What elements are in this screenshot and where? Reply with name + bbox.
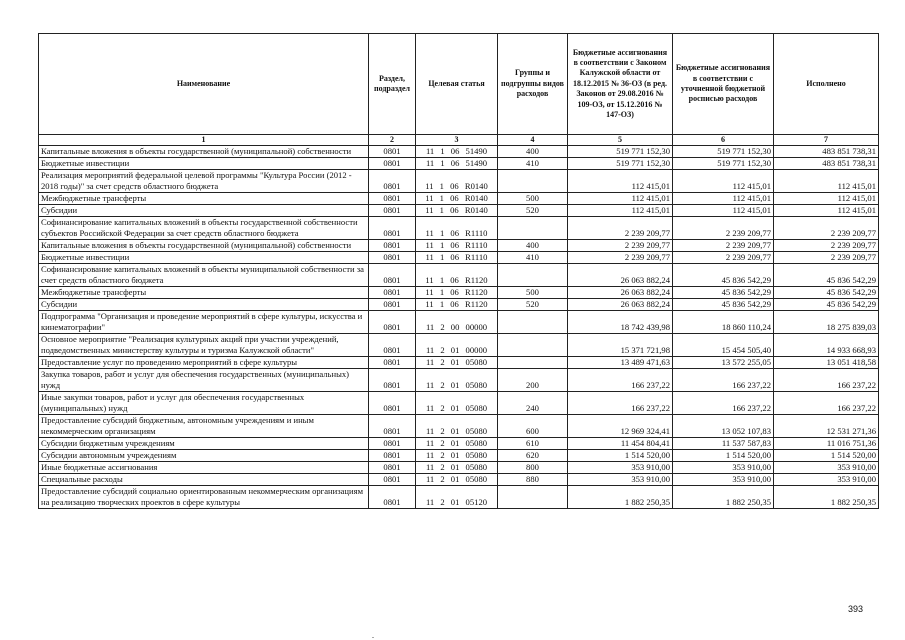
row-executed-amount: 1 882 250,35 [774, 486, 879, 509]
row-section: 0801 [369, 357, 416, 369]
row-group [498, 264, 568, 287]
row-target-code: 11 1 06 R1120 [416, 287, 498, 299]
row-law-amount: 519 771 152,30 [568, 158, 673, 170]
row-target-code: 11 2 01 05080 [416, 392, 498, 415]
row-refined-amount: 45 836 542,29 [673, 264, 774, 287]
row-refined-amount: 519 771 152,30 [673, 158, 774, 170]
column-number: 4 [498, 135, 568, 146]
row-executed-amount: 18 275 839,03 [774, 311, 879, 334]
row-executed-amount: 353 910,00 [774, 462, 879, 474]
row-name: Иные бюджетные ассигнования [39, 462, 369, 474]
row-group: 400 [498, 240, 568, 252]
row-refined-amount: 112 415,01 [673, 205, 774, 217]
row-section: 0801 [369, 415, 416, 438]
row-section: 0801 [369, 264, 416, 287]
row-executed-amount: 166 237,22 [774, 392, 879, 415]
row-law-amount: 2 239 209,77 [568, 252, 673, 264]
header-name: Наименование [39, 34, 369, 135]
row-refined-amount: 45 836 542,29 [673, 299, 774, 311]
row-section: 0801 [369, 287, 416, 299]
row-executed-amount: 45 836 542,29 [774, 264, 879, 287]
row-refined-amount: 519 771 152,30 [673, 146, 774, 158]
row-group [498, 334, 568, 357]
row-group: 400 [498, 146, 568, 158]
row-name: Софинансирование капитальных вложений в объекты государственной собственности субъектов Российской Федерации за счет средств областного бюджета [39, 217, 369, 240]
row-section: 0801 [369, 392, 416, 415]
row-law-amount: 1 882 250,35 [568, 486, 673, 509]
row-executed-amount: 112 415,01 [774, 193, 879, 205]
row-executed-amount: 2 239 209,77 [774, 217, 879, 240]
row-refined-amount: 2 239 209,77 [673, 217, 774, 240]
row-target-code: 11 2 01 05080 [416, 415, 498, 438]
row-section: 0801 [369, 486, 416, 509]
row-section: 0801 [369, 334, 416, 357]
row-target-code: 11 1 06 R1110 [416, 217, 498, 240]
row-name: Предоставление услуг по проведению мероприятий в сфере культуры [39, 357, 369, 369]
column-number: 5 [568, 135, 673, 146]
row-group: 620 [498, 450, 568, 462]
row-refined-amount: 2 239 209,77 [673, 240, 774, 252]
table-row [39, 415, 879, 438]
row-group: 240 [498, 392, 568, 415]
row-executed-amount: 2 239 209,77 [774, 240, 879, 252]
row-group [498, 170, 568, 193]
table-row [39, 450, 879, 462]
row-group: 200 [498, 369, 568, 392]
column-number-row [39, 135, 879, 146]
row-refined-amount: 11 537 587,83 [673, 438, 774, 450]
row-name: Подпрограмма "Организация и проведение мероприятий в сфере культуры, искусства и кинематографии" [39, 311, 369, 334]
row-executed-amount: 483 851 738,31 [774, 158, 879, 170]
table-row [39, 287, 879, 299]
row-target-code: 11 2 01 00000 [416, 334, 498, 357]
row-refined-amount: 45 836 542,29 [673, 287, 774, 299]
row-name: Субсидии бюджетным учреждениям [39, 438, 369, 450]
header-row [39, 34, 879, 135]
column-number: 6 [673, 135, 774, 146]
row-name: Основное мероприятие "Реализация культурных акций при участии учреждений, подведомственных министерству культуры и туризма Калужской области" [39, 334, 369, 357]
row-name: Предоставление субсидий социально ориентированным некоммерческим организациям на реализацию творческих проектов в сфере культуры [39, 486, 369, 509]
row-name: Капитальные вложения в объекты государственной (муниципальной) собственности [39, 146, 369, 158]
row-section: 0801 [369, 158, 416, 170]
header-executed: Исполнено [774, 34, 879, 135]
row-section: 0801 [369, 462, 416, 474]
row-refined-amount: 1 514 520,00 [673, 450, 774, 462]
header-section: Раздел, подраздел [369, 34, 416, 135]
row-law-amount: 166 237,22 [568, 369, 673, 392]
row-group: 600 [498, 415, 568, 438]
row-group: 500 [498, 287, 568, 299]
row-executed-amount: 12 531 271,36 [774, 415, 879, 438]
row-section: 0801 [369, 299, 416, 311]
row-law-amount: 13 489 471,63 [568, 357, 673, 369]
row-target-code: 11 2 01 05080 [416, 450, 498, 462]
header-group: Группы и подгруппы видов расходов [498, 34, 568, 135]
row-target-code: 11 1 06 51490 [416, 158, 498, 170]
row-section: 0801 [369, 146, 416, 158]
row-name: Реализация мероприятий федеральной целевой программы "Культура России (2012 - 2018 годы)" за счет средств областного бюджета [39, 170, 369, 193]
table-row [39, 311, 879, 334]
row-law-amount: 112 415,01 [568, 193, 673, 205]
row-section: 0801 [369, 170, 416, 193]
row-group: 800 [498, 462, 568, 474]
row-refined-amount: 166 237,22 [673, 369, 774, 392]
row-law-amount: 112 415,01 [568, 170, 673, 193]
row-law-amount: 112 415,01 [568, 205, 673, 217]
row-section: 0801 [369, 474, 416, 486]
row-law-amount: 519 771 152,30 [568, 146, 673, 158]
row-name: Бюджетные инвестиции [39, 252, 369, 264]
row-law-amount: 18 742 439,98 [568, 311, 673, 334]
row-group: 410 [498, 252, 568, 264]
row-executed-amount: 45 836 542,29 [774, 287, 879, 299]
row-refined-amount: 18 860 110,24 [673, 311, 774, 334]
row-law-amount: 2 239 209,77 [568, 217, 673, 240]
row-executed-amount: 166 237,22 [774, 369, 879, 392]
row-name: Предоставление субсидий бюджетным, автономным учреждениям и иным некоммерческим организациям [39, 415, 369, 438]
row-target-code: 11 2 00 00000 [416, 311, 498, 334]
row-law-amount: 11 454 804,41 [568, 438, 673, 450]
row-name: Субсидии [39, 205, 369, 217]
table-row [39, 193, 879, 205]
row-group: 520 [498, 299, 568, 311]
row-name: Субсидии [39, 299, 369, 311]
row-name: Межбюджетные трансферты [39, 287, 369, 299]
row-refined-amount: 112 415,01 [673, 170, 774, 193]
table-row [39, 334, 879, 357]
row-executed-amount: 11 016 751,36 [774, 438, 879, 450]
table-row [39, 486, 879, 509]
row-law-amount: 26 063 882,24 [568, 299, 673, 311]
row-law-amount: 353 910,00 [568, 474, 673, 486]
column-number: 2 [369, 135, 416, 146]
row-target-code: 11 1 06 R1110 [416, 252, 498, 264]
row-section: 0801 [369, 240, 416, 252]
table-row [39, 357, 879, 369]
row-name: Специальные расходы [39, 474, 369, 486]
table-row [39, 158, 879, 170]
row-refined-amount: 13 052 107,83 [673, 415, 774, 438]
row-section: 0801 [369, 450, 416, 462]
row-group [498, 217, 568, 240]
row-group [498, 486, 568, 509]
row-law-amount: 166 237,22 [568, 392, 673, 415]
row-target-code: 11 2 01 05080 [416, 369, 498, 392]
table-row [39, 252, 879, 264]
row-group: 520 [498, 205, 568, 217]
header-target: Целевая статья [416, 34, 498, 135]
row-refined-amount: 1 882 250,35 [673, 486, 774, 509]
row-refined-amount: 13 572 255,05 [673, 357, 774, 369]
row-group: 500 [498, 193, 568, 205]
row-name: Бюджетные инвестиции [39, 158, 369, 170]
table-row [39, 205, 879, 217]
row-target-code: 11 1 06 R0140 [416, 170, 498, 193]
row-law-amount: 26 063 882,24 [568, 287, 673, 299]
column-number: 1 [39, 135, 369, 146]
row-section: 0801 [369, 217, 416, 240]
table-row [39, 462, 879, 474]
row-law-amount: 1 514 520,00 [568, 450, 673, 462]
table-row [39, 392, 879, 415]
table-row [39, 240, 879, 252]
row-executed-amount: 112 415,01 [774, 170, 879, 193]
row-name: Софинансирование капитальных вложений в объекты муниципальной собственности за счет средств областного бюджета [39, 264, 369, 287]
row-group [498, 357, 568, 369]
table-row [39, 170, 879, 193]
row-executed-amount: 13 051 418,58 [774, 357, 879, 369]
row-name: Капитальные вложения в объекты государственной (муниципальной) собственности [39, 240, 369, 252]
row-target-code: 11 2 01 05080 [416, 357, 498, 369]
row-target-code: 11 2 01 05120 [416, 486, 498, 509]
row-name: Межбюджетные трансферты [39, 193, 369, 205]
row-name: Закупка товаров, работ и услуг для обеспечения государственных (муниципальных) нужд [39, 369, 369, 392]
row-section: 0801 [369, 311, 416, 334]
table-row [39, 474, 879, 486]
row-law-amount: 2 239 209,77 [568, 240, 673, 252]
column-number: 3 [416, 135, 498, 146]
row-executed-amount: 483 851 738,31 [774, 146, 879, 158]
footer-mark: . [372, 631, 374, 640]
row-section: 0801 [369, 438, 416, 450]
row-refined-amount: 112 415,01 [673, 193, 774, 205]
row-refined-amount: 15 454 505,40 [673, 334, 774, 357]
row-target-code: 11 1 06 R0140 [416, 205, 498, 217]
table-row [39, 438, 879, 450]
row-executed-amount: 2 239 209,77 [774, 252, 879, 264]
row-law-amount: 12 969 324,41 [568, 415, 673, 438]
row-refined-amount: 353 910,00 [673, 462, 774, 474]
row-target-code: 11 1 06 51490 [416, 146, 498, 158]
row-section: 0801 [369, 252, 416, 264]
row-target-code: 11 1 06 R1120 [416, 264, 498, 287]
row-executed-amount: 112 415,01 [774, 205, 879, 217]
table-body [39, 146, 879, 509]
row-target-code: 11 1 06 R1120 [416, 299, 498, 311]
row-target-code: 11 1 06 R1110 [416, 240, 498, 252]
table-row [39, 299, 879, 311]
table-row [39, 369, 879, 392]
row-executed-amount: 45 836 542,29 [774, 299, 879, 311]
header-law: Бюджетные ассигнования в соответствии с Законом Калужской области от 18.12.2015 № 36-ОЗ (в ред. Законов от 29.08.2016 № 109-ОЗ, от 15.12.2016 № 147-ОЗ) [568, 34, 673, 135]
row-group: 610 [498, 438, 568, 450]
row-section: 0801 [369, 205, 416, 217]
row-name: Субсидии автономным учреждениям [39, 450, 369, 462]
row-refined-amount: 353 910,00 [673, 474, 774, 486]
row-law-amount: 26 063 882,24 [568, 264, 673, 287]
page-number: 393 [848, 604, 864, 614]
table-row [39, 217, 879, 240]
budget-table [38, 33, 879, 509]
row-refined-amount: 166 237,22 [673, 392, 774, 415]
row-group: 410 [498, 158, 568, 170]
table-row [39, 146, 879, 158]
table-row [39, 264, 879, 287]
row-section: 0801 [369, 369, 416, 392]
row-section: 0801 [369, 193, 416, 205]
row-target-code: 11 2 01 05080 [416, 474, 498, 486]
row-group: 880 [498, 474, 568, 486]
row-target-code: 11 1 06 R0140 [416, 193, 498, 205]
row-law-amount: 353 910,00 [568, 462, 673, 474]
row-executed-amount: 14 933 668,93 [774, 334, 879, 357]
row-name: Иные закупки товаров, работ и услуг для обеспечения государственных (муниципальных) нужд [39, 392, 369, 415]
row-group [498, 311, 568, 334]
header-refined: Бюджетные ассигнования в соответствии с уточненной бюджетной росписью расходов [673, 34, 774, 135]
row-target-code: 11 2 01 05080 [416, 438, 498, 450]
column-number: 7 [774, 135, 879, 146]
row-law-amount: 15 371 721,98 [568, 334, 673, 357]
row-target-code: 11 2 01 05080 [416, 462, 498, 474]
row-executed-amount: 353 910,00 [774, 474, 879, 486]
row-refined-amount: 2 239 209,77 [673, 252, 774, 264]
row-executed-amount: 1 514 520,00 [774, 450, 879, 462]
